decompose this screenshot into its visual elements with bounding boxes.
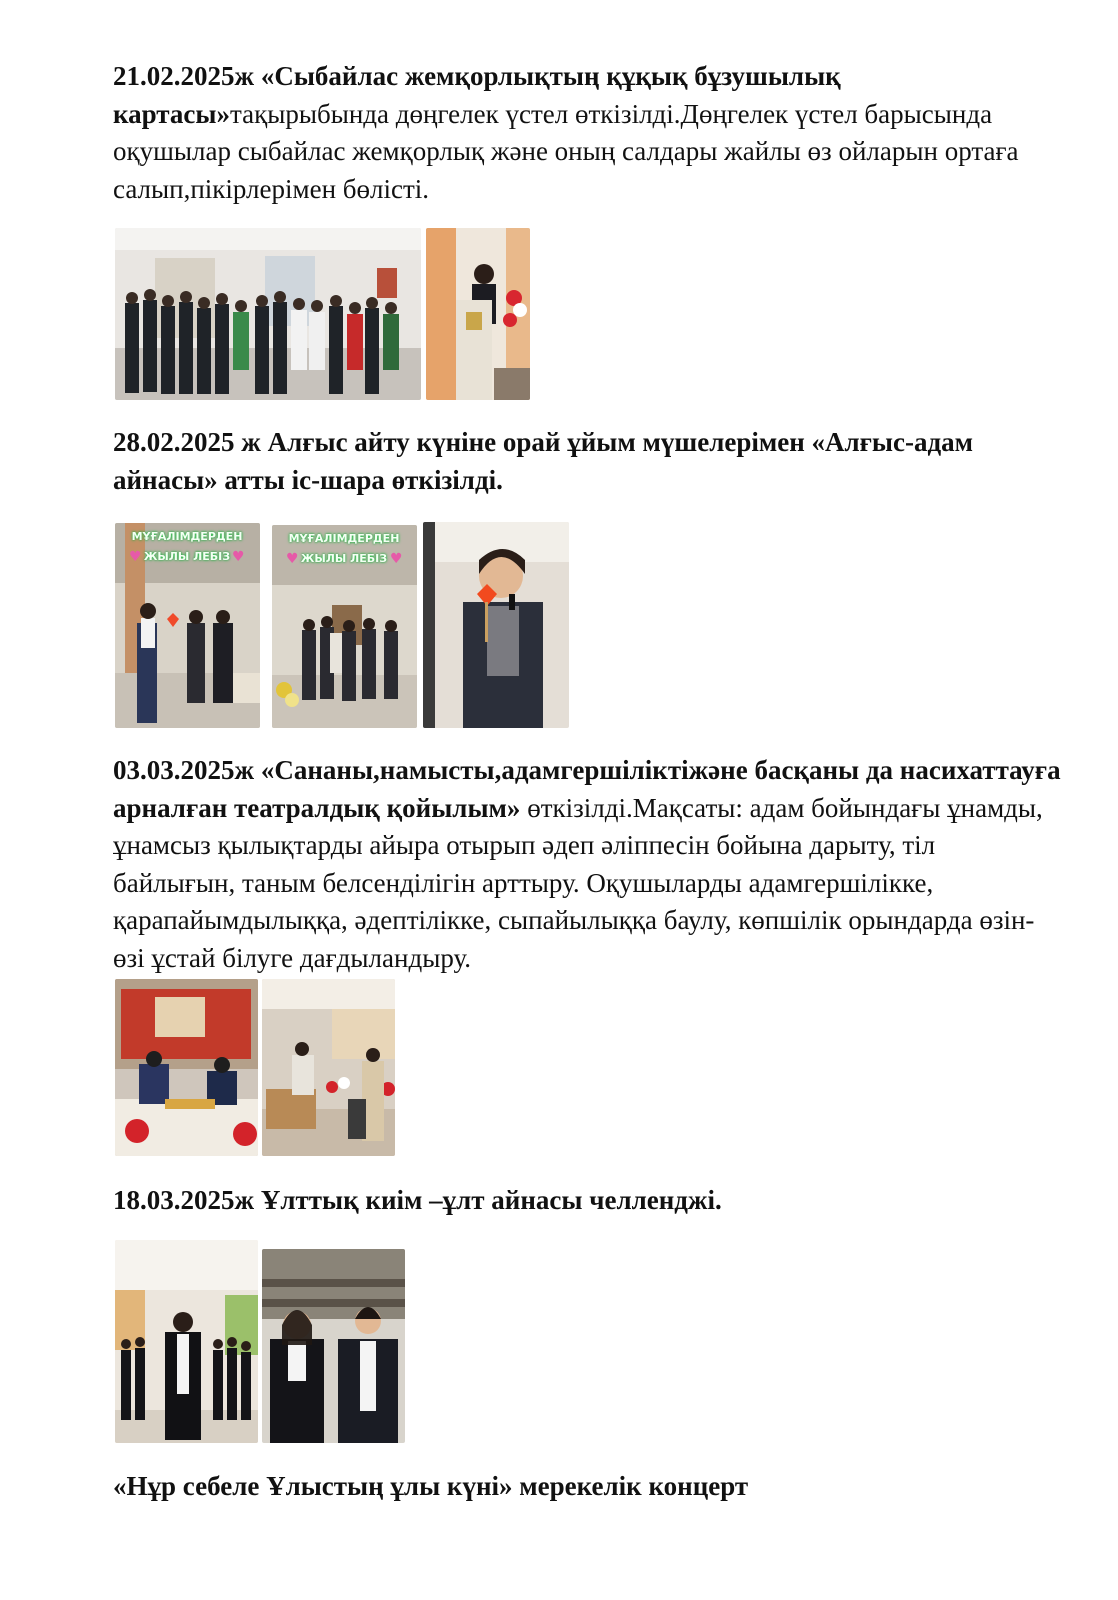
heart-icon: ♥: [390, 551, 403, 567]
heart-icon: ♥: [286, 551, 299, 567]
section-4-text: [113, 1182, 1063, 1220]
section-5-heading: «Нұр себеле Ұлыстың ұлы күні» мерекелік концерт: [113, 1471, 749, 1501]
section-5-text: [113, 1468, 1063, 1506]
photo-1-caption-a: МҰҒАЛІМДЕРДЕН: [131, 530, 243, 543]
section-1-text: [113, 58, 1063, 208]
section-2-heading: 28.02.2025 ж Алғыс айту күніне орай ұйым мүшелерімен «Алғыс-адам айнасы» атты іс-шара өткізілді.: [113, 427, 974, 495]
section-1-body: тақырыбында дөңгелек үстел өткізілді.Дөңгелек үстел барысында оқушылар сыбайлас жемқорлық және оның салдары жайлы өз ойларын ортаға салып,пікірлерімен бөлісті.: [113, 98, 1019, 204]
photo-2-caption-b: ЖЫЛЫ ЛЕБІЗ: [300, 552, 388, 565]
heart-icon: ♥: [129, 549, 142, 565]
section-1-heading: 21.02.2025ж «Сыбайлас жемқорлықтың құқық бұзушылық картасы»: [113, 61, 841, 129]
section-3-text: [113, 752, 1063, 978]
photo-theatre-1: [115, 979, 258, 1156]
photo-teacher-heart: [423, 522, 569, 728]
photo-national-costume-pair: [262, 1249, 405, 1443]
photo-speaker-podium: [426, 228, 530, 400]
photo-national-costume-group: [115, 1240, 258, 1443]
section-2-text: [113, 424, 1063, 499]
photo-1-caption-b: ЖЫЛЫ ЛЕБІЗ: [143, 550, 231, 563]
section-4-heading: 18.03.2025ж Ұлттық киім –ұлт айнасы челленджі.: [113, 1185, 722, 1215]
photo-theatre-2: [262, 979, 395, 1156]
section-3-body: өткізілді.Мақсаты: адам бойындағы ұнамды, ұнамсыз қылықтарды айыра отырып әдеп әліппесін бойына дарыту, тіл байлығын, таным белсенділігін арттыру. Оқушыларды адамгершілікке, қарапайымдылыққа, әдептілікке, сыпайылыққа баулу, көпшілік орындарда өзін-өзі ұстай білуге дағдыландыру.: [113, 792, 1043, 973]
group-photo-students: [115, 228, 421, 400]
photo-2-caption-a: МҰҒАЛІМДЕРДЕН: [288, 532, 400, 545]
heart-icon: ♥: [232, 549, 245, 565]
section-3-heading: 03.03.2025ж «Сананы,намысты,адамгершіліктіжәне басқаны да насихаттауға арналған театралдық қойылым»: [113, 755, 1061, 823]
